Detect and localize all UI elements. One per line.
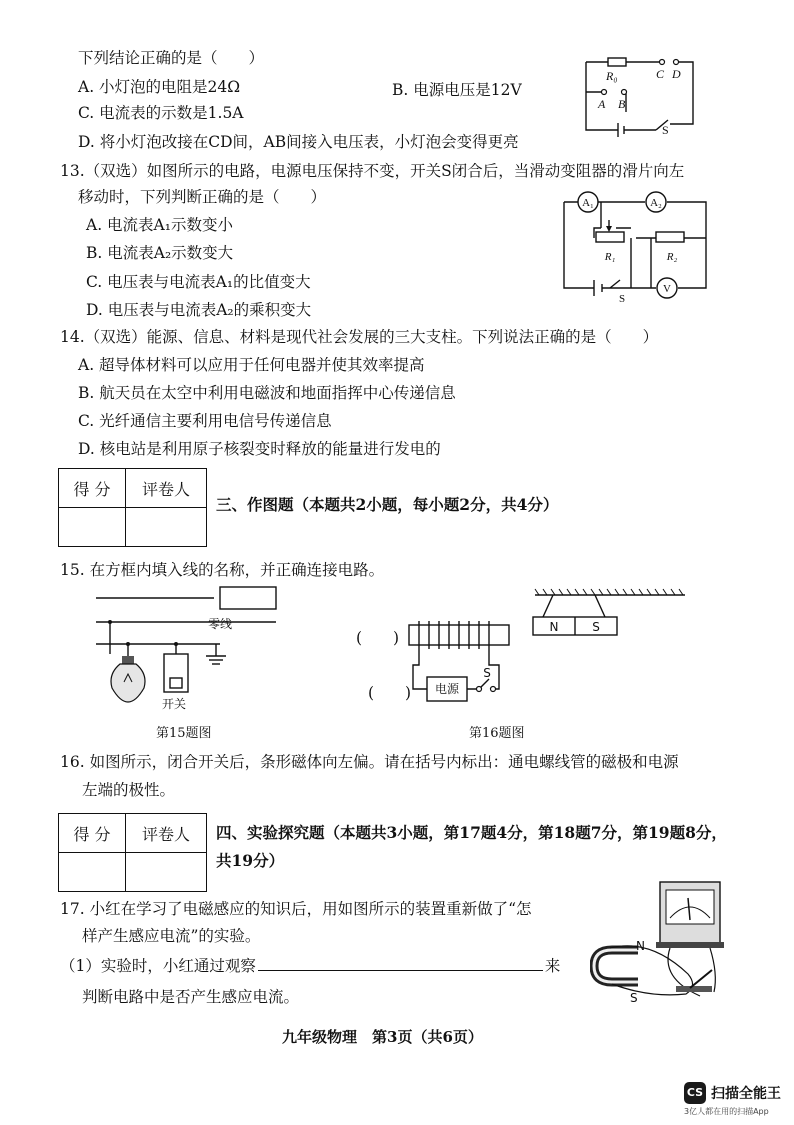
q12-option-a: A. 小灯泡的电阻是24Ω [78,78,241,96]
camscanner-tagline: 3亿人都在用的扫描App [684,1107,769,1116]
q15-stem: 15. 在方框内填入线的名称，并正确连接电路。 [60,561,385,579]
switch-s-label: S [618,293,626,305]
q14-option-d: D. 核电站是利用原子核裂变时释放的能量进行发电的 [78,440,441,458]
magnet-s-label: S [630,991,638,1005]
q13-circuit-figure [556,188,716,308]
camscanner-name: 扫描全能王 [711,1086,781,1102]
q16-stem-line2: 左端的极性。 [82,781,176,799]
c-label: C [656,67,665,81]
score-cell[interactable] [59,853,126,892]
q17-stem-line1: 17. 小红在学习了电磁感应的知识后，用如图所示的装置重新做了“怎 [60,900,532,918]
grader-header: 评卷人 [126,469,207,508]
grader-header: 评卷人 [126,814,207,853]
q17-part1-answer-blank[interactable] [258,956,543,971]
u-magnet-icon [594,950,638,982]
score-table-section4 [58,813,207,892]
galvanometer-icon [656,882,724,948]
power-source-label: 电源 [434,682,460,696]
r1-label: R₁ [604,251,616,263]
magnet-n-label: N [549,620,559,634]
q16-solenoid-figure [405,585,695,705]
q17-part1-suffix: 来 [544,957,561,975]
d-label: D [672,67,681,81]
q13-option-a: A. 电流表A₁示数变小 [86,216,233,234]
light-bulb-icon [111,656,145,702]
switch-s-label: S [483,666,491,680]
power-pole-left-bracket[interactable]: ( ) [368,684,412,702]
q14-stem: 14.（双选）能源、信息、材料是现代社会发展的三大支柱。下列说法正确的是（ ） [60,328,659,346]
q15-household-circuit-figure [90,582,290,717]
q16-stem-line1: 16. 如图所示，闭合开关后，条形磁体向左偏。请在括号内标出：通电螺线管的磁极和电源 [60,753,679,771]
ammeter-a2-label: A₂ [650,197,662,209]
section4-title-line2: 共19分） [216,851,285,870]
q12-option-c: C. 电流表的示数是1.5A [78,104,244,122]
voltmeter-label: V [663,283,671,295]
live-wire-name-box[interactable] [220,587,276,609]
section3-title: 三、作图题（本题共2小题，每小题2分，共4分） [216,495,559,514]
ammeter-a1-label: A₁ [582,197,594,209]
r2-label: R₂ [666,251,678,263]
switch-label: 开关 [162,697,187,711]
section4-title-line1: 四、实验探究题（本题共3小题，第17题4分，第18题7分，第19题8分， [216,823,727,842]
q17-induction-apparatus-figure [590,878,730,1010]
q13-option-c: C. 电压表与电流表A₁的比值变大 [86,273,311,291]
grader-cell[interactable] [126,853,207,892]
q17-part1-prefix: （1）实验时，小红通过观察 [60,957,256,975]
q12-circuit-figure [578,52,708,142]
score-table-section3 [58,468,207,547]
q16-caption: 第16题图 [469,726,525,741]
q14-option-c: C. 光纤通信主要利用电信号传递信息 [78,412,332,430]
solenoid-pole-left-bracket[interactable]: ( ) [356,629,400,647]
page-footer: 九年级物理 第3页（共6页） [282,1028,483,1046]
q17-part1-line1 [60,956,560,976]
q12-option-b: B. 电源电压是12V [392,81,522,99]
q13-stem-line1: 13.（双选）如图所示的电路，电源电压保持不变，开关S闭合后，当滑动变阻器的滑片向左 [60,162,685,180]
q14-option-b: B. 航天员在太空中利用电磁波和地面指挥中心传递信息 [78,384,456,402]
q14-option-a: A. 超导体材料可以应用于任何电器并使其效率提高 [78,356,425,374]
a-label: A [598,97,606,111]
magnet-s-label: S [592,620,600,634]
q17-part1-line2: 判断电路中是否产生感应电流。 [82,988,300,1006]
q12-option-d: D. 将小灯泡改接在CD间，AB间接入电压表，小灯泡会变得更亮 [78,133,519,151]
score-header: 得 分 [59,469,126,508]
magnet-n-label: N [636,939,645,953]
grader-cell[interactable] [126,508,207,547]
q13-option-d: D. 电压表与电流表A₂的乘积变大 [86,301,312,319]
q13-stem-line2: 移动时，下列判断正确的是（ ） [78,188,327,206]
score-header: 得 分 [59,814,126,853]
r0-label: R₀ [606,69,618,83]
b-label: B [618,97,626,111]
q12-stem: 下列结论正确的是（ ） [78,49,265,67]
neutral-wire-label: 零线 [208,617,233,631]
score-cell[interactable] [59,508,126,547]
q15-caption: 第15题图 [156,726,212,741]
q13-option-b: B. 电流表A₂示数变大 [86,244,234,262]
s-label: S [662,123,669,137]
q17-stem-line2: 样产生感应电流”的实验。 [82,927,261,945]
camscanner-logo-icon: CS [684,1082,706,1104]
